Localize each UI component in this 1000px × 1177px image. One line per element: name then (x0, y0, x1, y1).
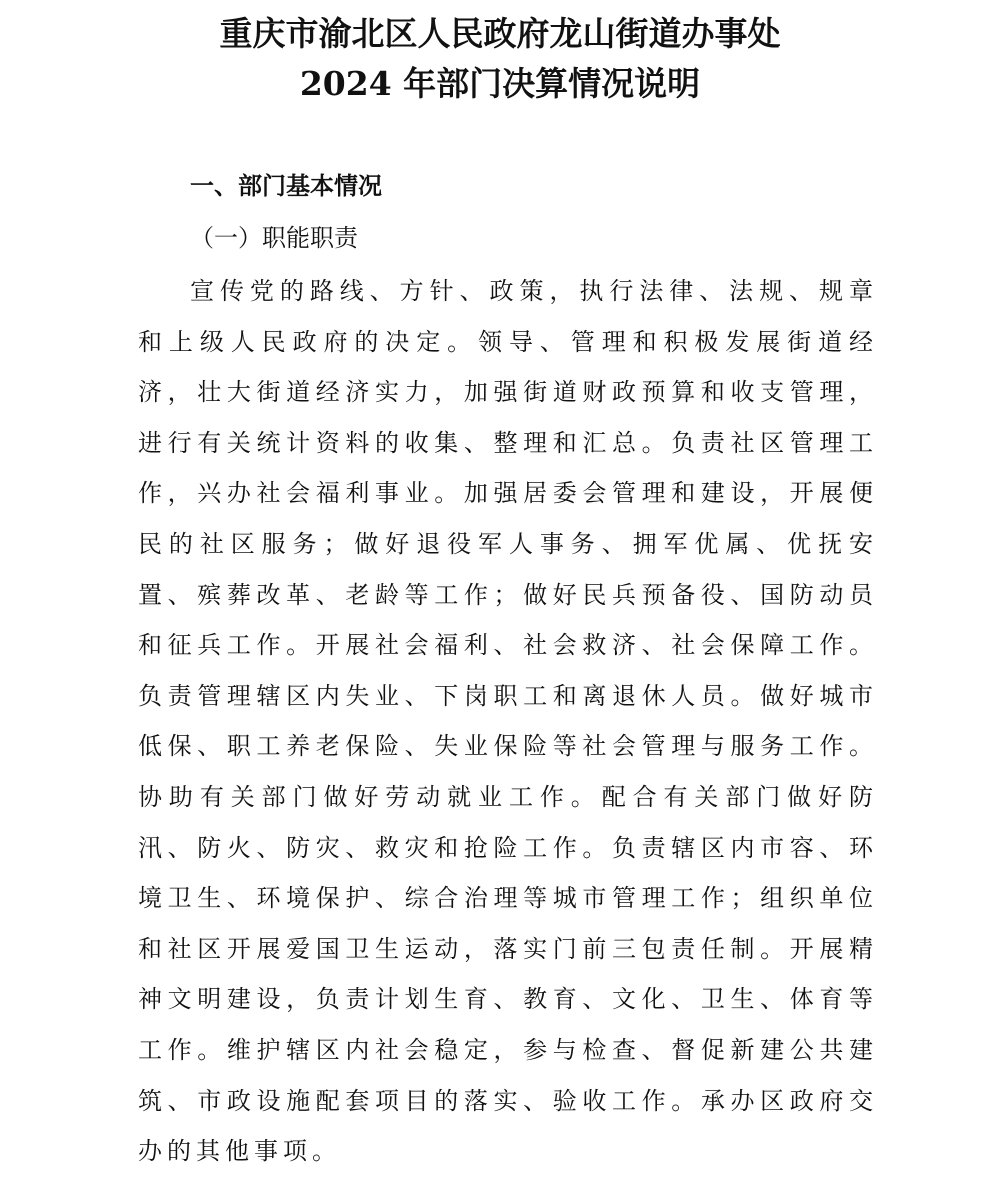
subsection-heading-functions: （一）职能职责 (190, 224, 358, 252)
section-heading-basic-info: 一、部门基本情况 (190, 172, 382, 200)
document-title-line-2: 2024 年部门决算情况说明 (299, 64, 701, 103)
document-title-line-1: 重庆市渝北区人民政府龙山街道办事处 (219, 14, 781, 53)
functions-paragraph: 宣传党的路线、方针、政策，执行法律、法规、规章和上级人民政府的决定。领导、管理和积极发展街道经济，壮大街道经济实力，加强街道财政预算和收支管理，进行有关统计资料的收集、整理和汇总。负责社区管理工作，兴办社会福利事业。加强居委会管理和建设，开展便民的社区服务；做好退役军人事务、拥军优属、优抚安置、殡葬改革、老龄等工作；做好民兵预备役、国防动员和征兵工作。开展社会福利、社会救济、社会保障工作。负责管理辖区内失业、下岗职工和离退休人员。做好城市低保、职工养老保险、失业保险等社会管理与服务工作。协助有关部门做好劳动就业工作。配合有关部门做好防汛、防火、防灾、救灾和抢险工作。负责辖区内市容、环境卫生、环境保护、综合治理等城市管理工作；组织单位和社区开展爱国卫生运动，落实门前三包责任制。开展精神文明建设，负责计划生育、教育、文化、卫生、体育等工作。维护辖区内社会稳定，参与检查、督促新建公共建筑、市政设施配套项目的落实、验收工作。承办区政府交办的其他事项。 (138, 277, 878, 1166)
